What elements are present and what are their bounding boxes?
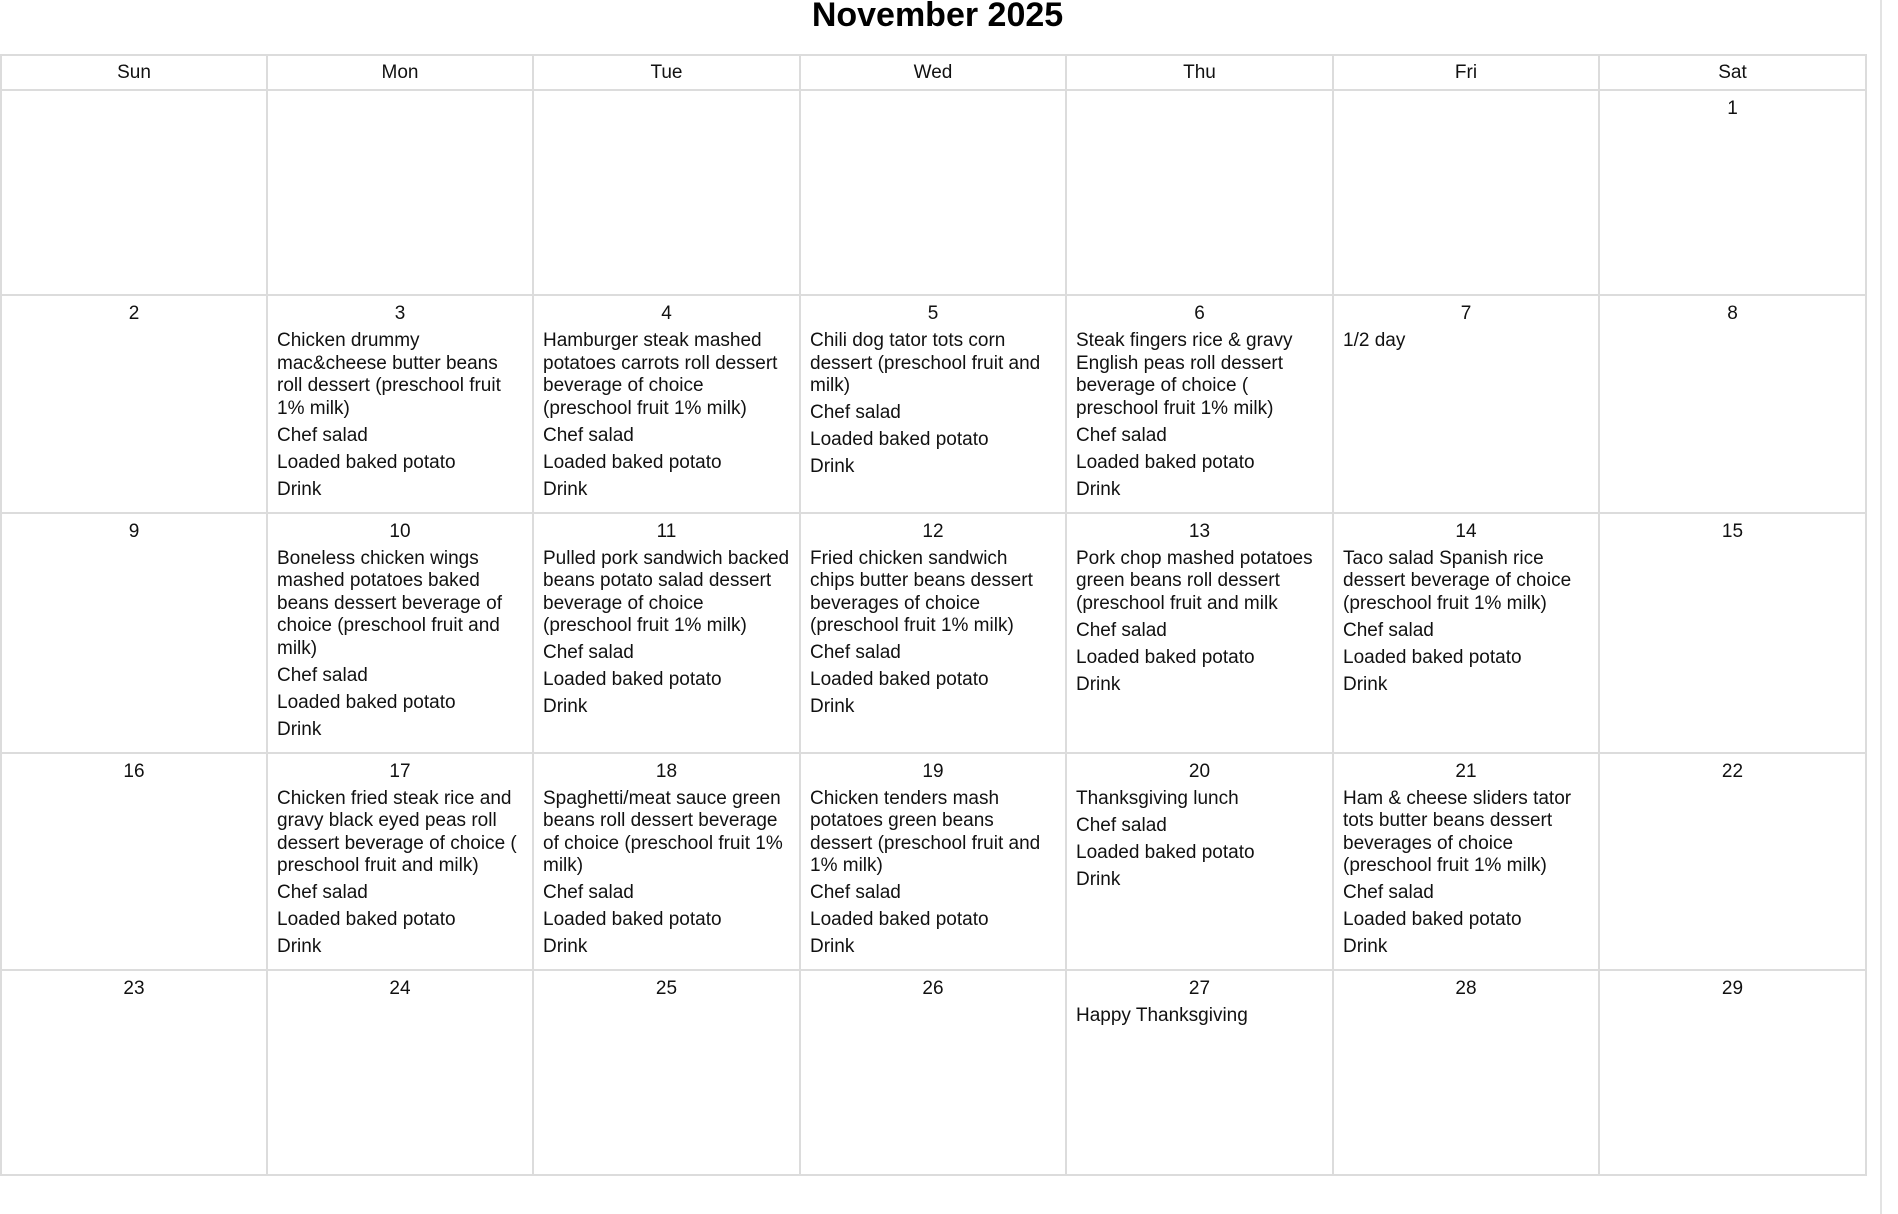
menu-entry: Loaded baked potato: [277, 451, 456, 473]
day-cell: [1, 513, 267, 753]
day-cell: [1599, 970, 1866, 1175]
day-cell: [800, 970, 1066, 1175]
day-number: 26: [922, 978, 944, 999]
day-number: 27: [1188, 978, 1211, 999]
menu-entry: Drink: [543, 936, 588, 957]
day-cell: [533, 90, 800, 295]
menu-entry: Pork chop mashed potatoes green beans roll dessert (preschool fruit and milk: [1076, 547, 1313, 614]
day-number: 9: [128, 520, 140, 542]
menu-entry: Chef salad: [543, 642, 634, 663]
menu-entry: Drink: [543, 696, 588, 717]
day-number: 22: [1721, 760, 1744, 782]
day-cell: [1333, 513, 1599, 753]
day-cell: [1, 90, 267, 295]
menu-entry: Chef salad: [1343, 882, 1434, 903]
page-edge-divider: [1880, 0, 1882, 1214]
menu-entry: Taco salad Spanish rice dessert beverage of choice (preschool fruit 1% milk): [1343, 547, 1572, 614]
menu-entry: Loaded baked potato: [810, 909, 989, 930]
menu-entry: Loaded baked potato: [277, 909, 456, 930]
menu-entry: Hamburger steak mashed potatoes carrots roll dessert beverage of choice (preschool fruit 1% milk): [543, 330, 778, 419]
menu-entry: Drink: [1076, 673, 1121, 695]
day-cell: [1066, 90, 1333, 295]
day-cell: [1066, 295, 1333, 513]
menu-entry: Chef salad: [810, 882, 901, 903]
day-cell: [533, 753, 800, 971]
day-cell: [1599, 513, 1866, 753]
day-cell: [1333, 295, 1599, 513]
menu-entry: Spaghetti/meat sauce green beans roll dessert beverage of choice (preschool fruit 1% milk): [543, 787, 783, 876]
day-number: 7: [1460, 303, 1472, 324]
menu-entry: Loaded baked potato: [543, 669, 722, 690]
menu-entry: Chef salad: [810, 642, 901, 663]
day-cell: [1333, 970, 1599, 1175]
weekday-header: Sun: [1, 55, 267, 90]
menu-entry: Loaded baked potato: [1076, 841, 1255, 863]
day-cell: [1599, 295, 1866, 513]
day-cell: [1066, 753, 1333, 971]
menu-entry: Ham & cheese sliders tator tots butter beans dessert beverages of choice (preschool fruit 1% milk): [1343, 787, 1572, 876]
menu-entry: Chicken drummy mac&cheese butter beans roll dessert (preschool fruit 1% milk): [277, 330, 501, 419]
day-number: 16: [123, 760, 145, 782]
menu-entry: Chicken tenders mash potatoes green beans dessert (preschool fruit and 1% milk): [810, 787, 1041, 876]
week-row: [1, 753, 1866, 971]
menu-entry: Loaded baked potato: [1343, 909, 1522, 930]
day-cell: [533, 513, 800, 753]
day-cell: [267, 90, 533, 295]
day-number: 29: [1721, 978, 1744, 999]
menu-entry: Pulled pork sandwich backed beans potato salad dessert beverage of choice (preschool fruit 1% milk): [543, 547, 790, 636]
day-cell: [533, 295, 800, 513]
menu-entry: Chili dog tator tots corn dessert (preschool fruit and milk): [810, 330, 1041, 396]
day-cell: [267, 513, 533, 753]
day-number: 19: [922, 760, 944, 782]
day-cell: [1066, 513, 1333, 753]
menu-entry: Chef salad: [277, 664, 368, 686]
day-cell: [1, 970, 267, 1175]
week-row: [1, 90, 1866, 295]
menu-entry: Chef salad: [1076, 814, 1167, 836]
menu-entry: Drink: [810, 936, 855, 957]
weekday-header: Wed: [800, 55, 1066, 90]
menu-entry: Chef salad: [1076, 619, 1167, 641]
day-number: 24: [389, 978, 411, 999]
menu-entry: Chef salad: [543, 882, 634, 903]
day-number: 6: [1194, 303, 1205, 324]
day-number: 4: [661, 303, 672, 324]
day-number: 21: [1455, 760, 1477, 782]
weekday-header: Tue: [533, 55, 800, 90]
day-number: 17: [389, 760, 411, 782]
day-cell: [800, 295, 1066, 513]
day-cell: [267, 753, 533, 971]
weekday-header: Sat: [1599, 55, 1866, 90]
calendar-title: November 2025: [811, 0, 1064, 34]
menu-entry: Loaded baked potato: [1076, 646, 1255, 668]
menu-entry: Loaded baked potato: [810, 429, 989, 450]
day-number: 20: [1188, 760, 1211, 782]
day-cell: [1066, 970, 1333, 1175]
menu-entry: Chef salad: [543, 424, 634, 446]
menu-entry: Drink: [1343, 936, 1388, 957]
menu-entry: Steak fingers rice & gravy English peas roll dessert beverage of choice ( preschool fruit 1% milk): [1076, 330, 1293, 419]
day-number: 3: [394, 303, 406, 324]
day-number: 5: [927, 303, 939, 324]
menu-entry: Drink: [810, 696, 855, 717]
menu-entry: 1/2 day: [1343, 330, 1406, 351]
day-number: 2: [128, 303, 140, 324]
day-number: 25: [655, 978, 678, 999]
day-cell: [1599, 753, 1866, 971]
menu-entry: Happy Thanksgiving: [1076, 1005, 1248, 1026]
menu-entry: Chef salad: [277, 424, 368, 446]
day-number: 23: [123, 978, 145, 999]
day-cell: [1599, 90, 1866, 295]
day-cell: [1, 295, 267, 513]
calendar-grid: [0, 54, 1867, 1176]
menu-entry: Thanksgiving lunch: [1076, 787, 1239, 809]
menu-entry: Loaded baked potato: [543, 451, 722, 473]
menu-entry: Chicken fried steak rice and gravy black eyed peas roll dessert beverage of choice ( preschool fruit and milk): [277, 787, 517, 876]
week-row: [1, 970, 1866, 1175]
weekday-header-row: [1, 55, 1866, 90]
day-number: 18: [655, 760, 678, 782]
menu-entry: Drink: [810, 456, 855, 477]
menu-entry: Loaded baked potato: [1343, 646, 1522, 668]
day-cell: [533, 970, 800, 1175]
day-number: 8: [1727, 303, 1738, 324]
menu-entry: Loaded baked potato: [1076, 451, 1255, 473]
day-number: 14: [1455, 520, 1477, 542]
day-number: 11: [656, 520, 677, 542]
menu-entry: Chef salad: [810, 402, 901, 423]
menu-entry: Fried chicken sandwich chips butter beans dessert beverages of choice (preschool fruit 1% milk): [810, 547, 1033, 636]
menu-entry: Boneless chicken wings mashed potatoes baked beans dessert beverage of choice (preschool fruit and milk): [277, 547, 502, 659]
weekday-header: Fri: [1333, 55, 1599, 90]
day-number: 15: [1721, 520, 1744, 542]
day-cell: [267, 295, 533, 513]
menu-entry: Chef salad: [277, 882, 368, 903]
day-number: 13: [1188, 520, 1211, 542]
day-cell: [800, 513, 1066, 753]
menu-entry: Chef salad: [1343, 619, 1434, 641]
week-row: [1, 513, 1866, 753]
weekday-header: Thu: [1066, 55, 1333, 90]
day-cell: [1333, 90, 1599, 295]
day-cell: [800, 753, 1066, 971]
menu-entry: Drink: [1076, 478, 1121, 500]
day-number: 10: [389, 520, 411, 542]
menu-entry: Loaded baked potato: [277, 691, 456, 713]
day-cell: [800, 90, 1066, 295]
day-cell: [1, 753, 267, 971]
day-number: 28: [1455, 978, 1477, 999]
day-cell: [267, 970, 533, 1175]
week-row: [1, 295, 1866, 513]
menu-entry: Drink: [277, 478, 322, 500]
menu-entry: Loaded baked potato: [543, 909, 722, 930]
menu-entry: Loaded baked potato: [810, 669, 989, 690]
menu-entry: Drink: [277, 718, 322, 740]
menu-entry: Drink: [543, 478, 588, 500]
day-number: 12: [922, 520, 944, 542]
menu-entry: Drink: [277, 936, 322, 957]
menu-entry: Chef salad: [1076, 424, 1167, 446]
day-cell: [1333, 753, 1599, 971]
menu-entry: Drink: [1076, 868, 1121, 890]
menu-entry: Drink: [1343, 673, 1388, 695]
weekday-header: Mon: [267, 55, 533, 90]
day-number: 1: [1727, 98, 1738, 119]
